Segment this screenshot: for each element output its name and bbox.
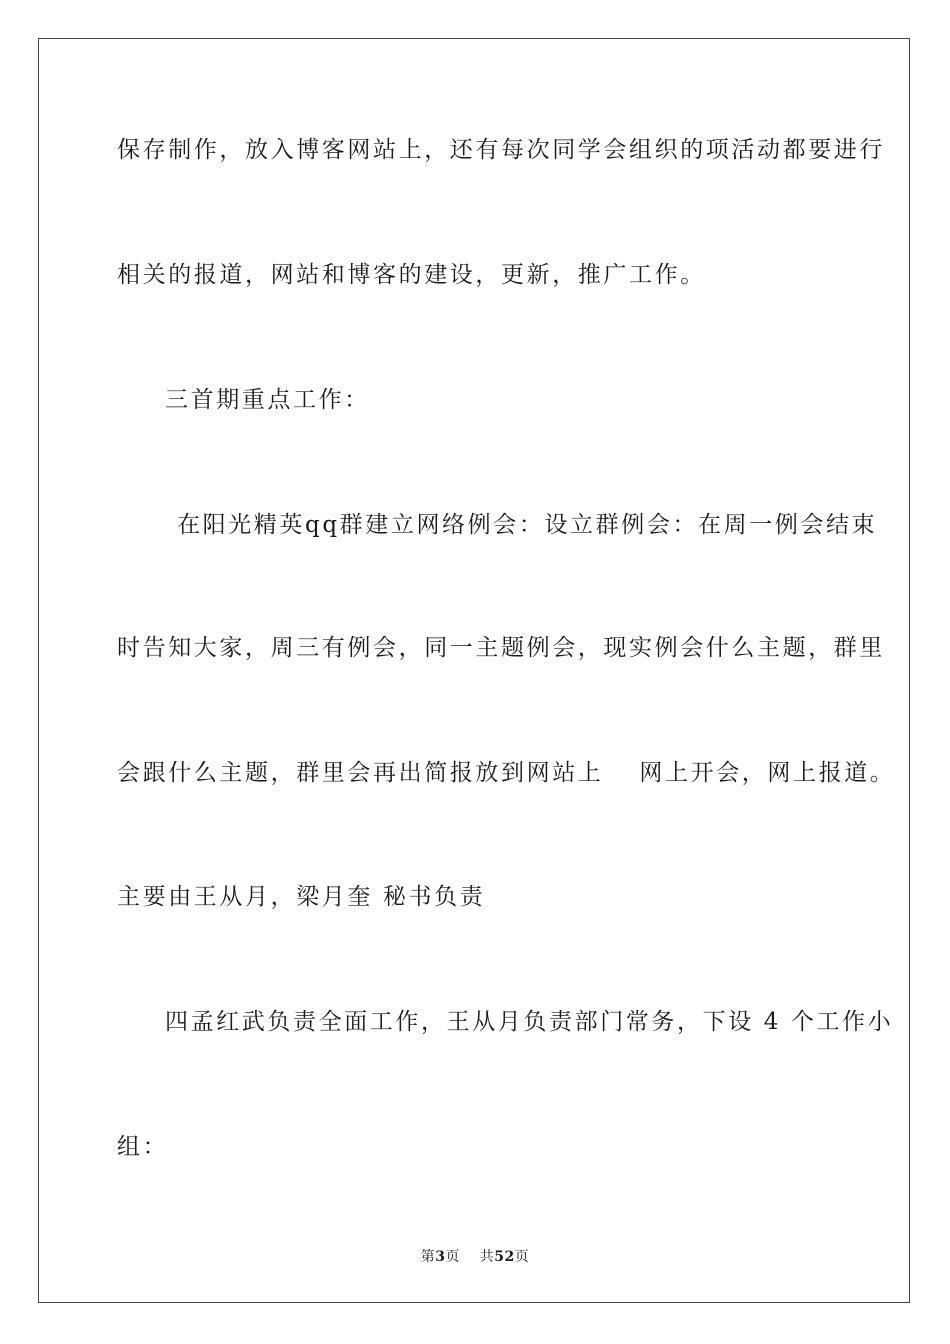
text-line-4: 在阳光精英qq群建立网络例会：设立群例会：在周一例会结束	[177, 512, 878, 538]
page-number: 3	[435, 1249, 446, 1265]
text-line-6	[117, 758, 895, 788]
total-pages: 52	[494, 1249, 515, 1265]
text-line-6-part-2: 网上开会，网上报道。	[639, 760, 896, 786]
text-line-1: 保存制作，放入博客网站上，还有每次同学会组织的项活动都要进行	[117, 137, 885, 163]
page-border	[38, 38, 910, 1303]
page-footer	[0, 1247, 950, 1267]
section-heading-3: 三首期重点工作：	[165, 387, 370, 413]
text-line-5: 时告知大家，周三有例会，同一主题例会，现实例会什么主题，群里	[117, 635, 885, 661]
text-line-6-part-1: 会跟什么主题，群里会再出简报放到网站上	[117, 760, 604, 786]
text-line-9: 组：	[117, 1134, 169, 1160]
text-line-7: 主要由王从月，梁月奎 秘书负责	[117, 884, 486, 910]
page-prefix: 第	[420, 1249, 436, 1265]
page-suffix: 页	[445, 1249, 460, 1265]
total-suffix: 页	[514, 1249, 530, 1265]
text-line-2: 相关的报道，网站和博客的建设，更新，推广工作。	[117, 262, 706, 288]
section-heading-4: 四孟红武负责全面工作，王从月负责部门常务，下设 4 个工作小	[165, 1009, 894, 1035]
total-prefix: 共	[479, 1249, 495, 1265]
